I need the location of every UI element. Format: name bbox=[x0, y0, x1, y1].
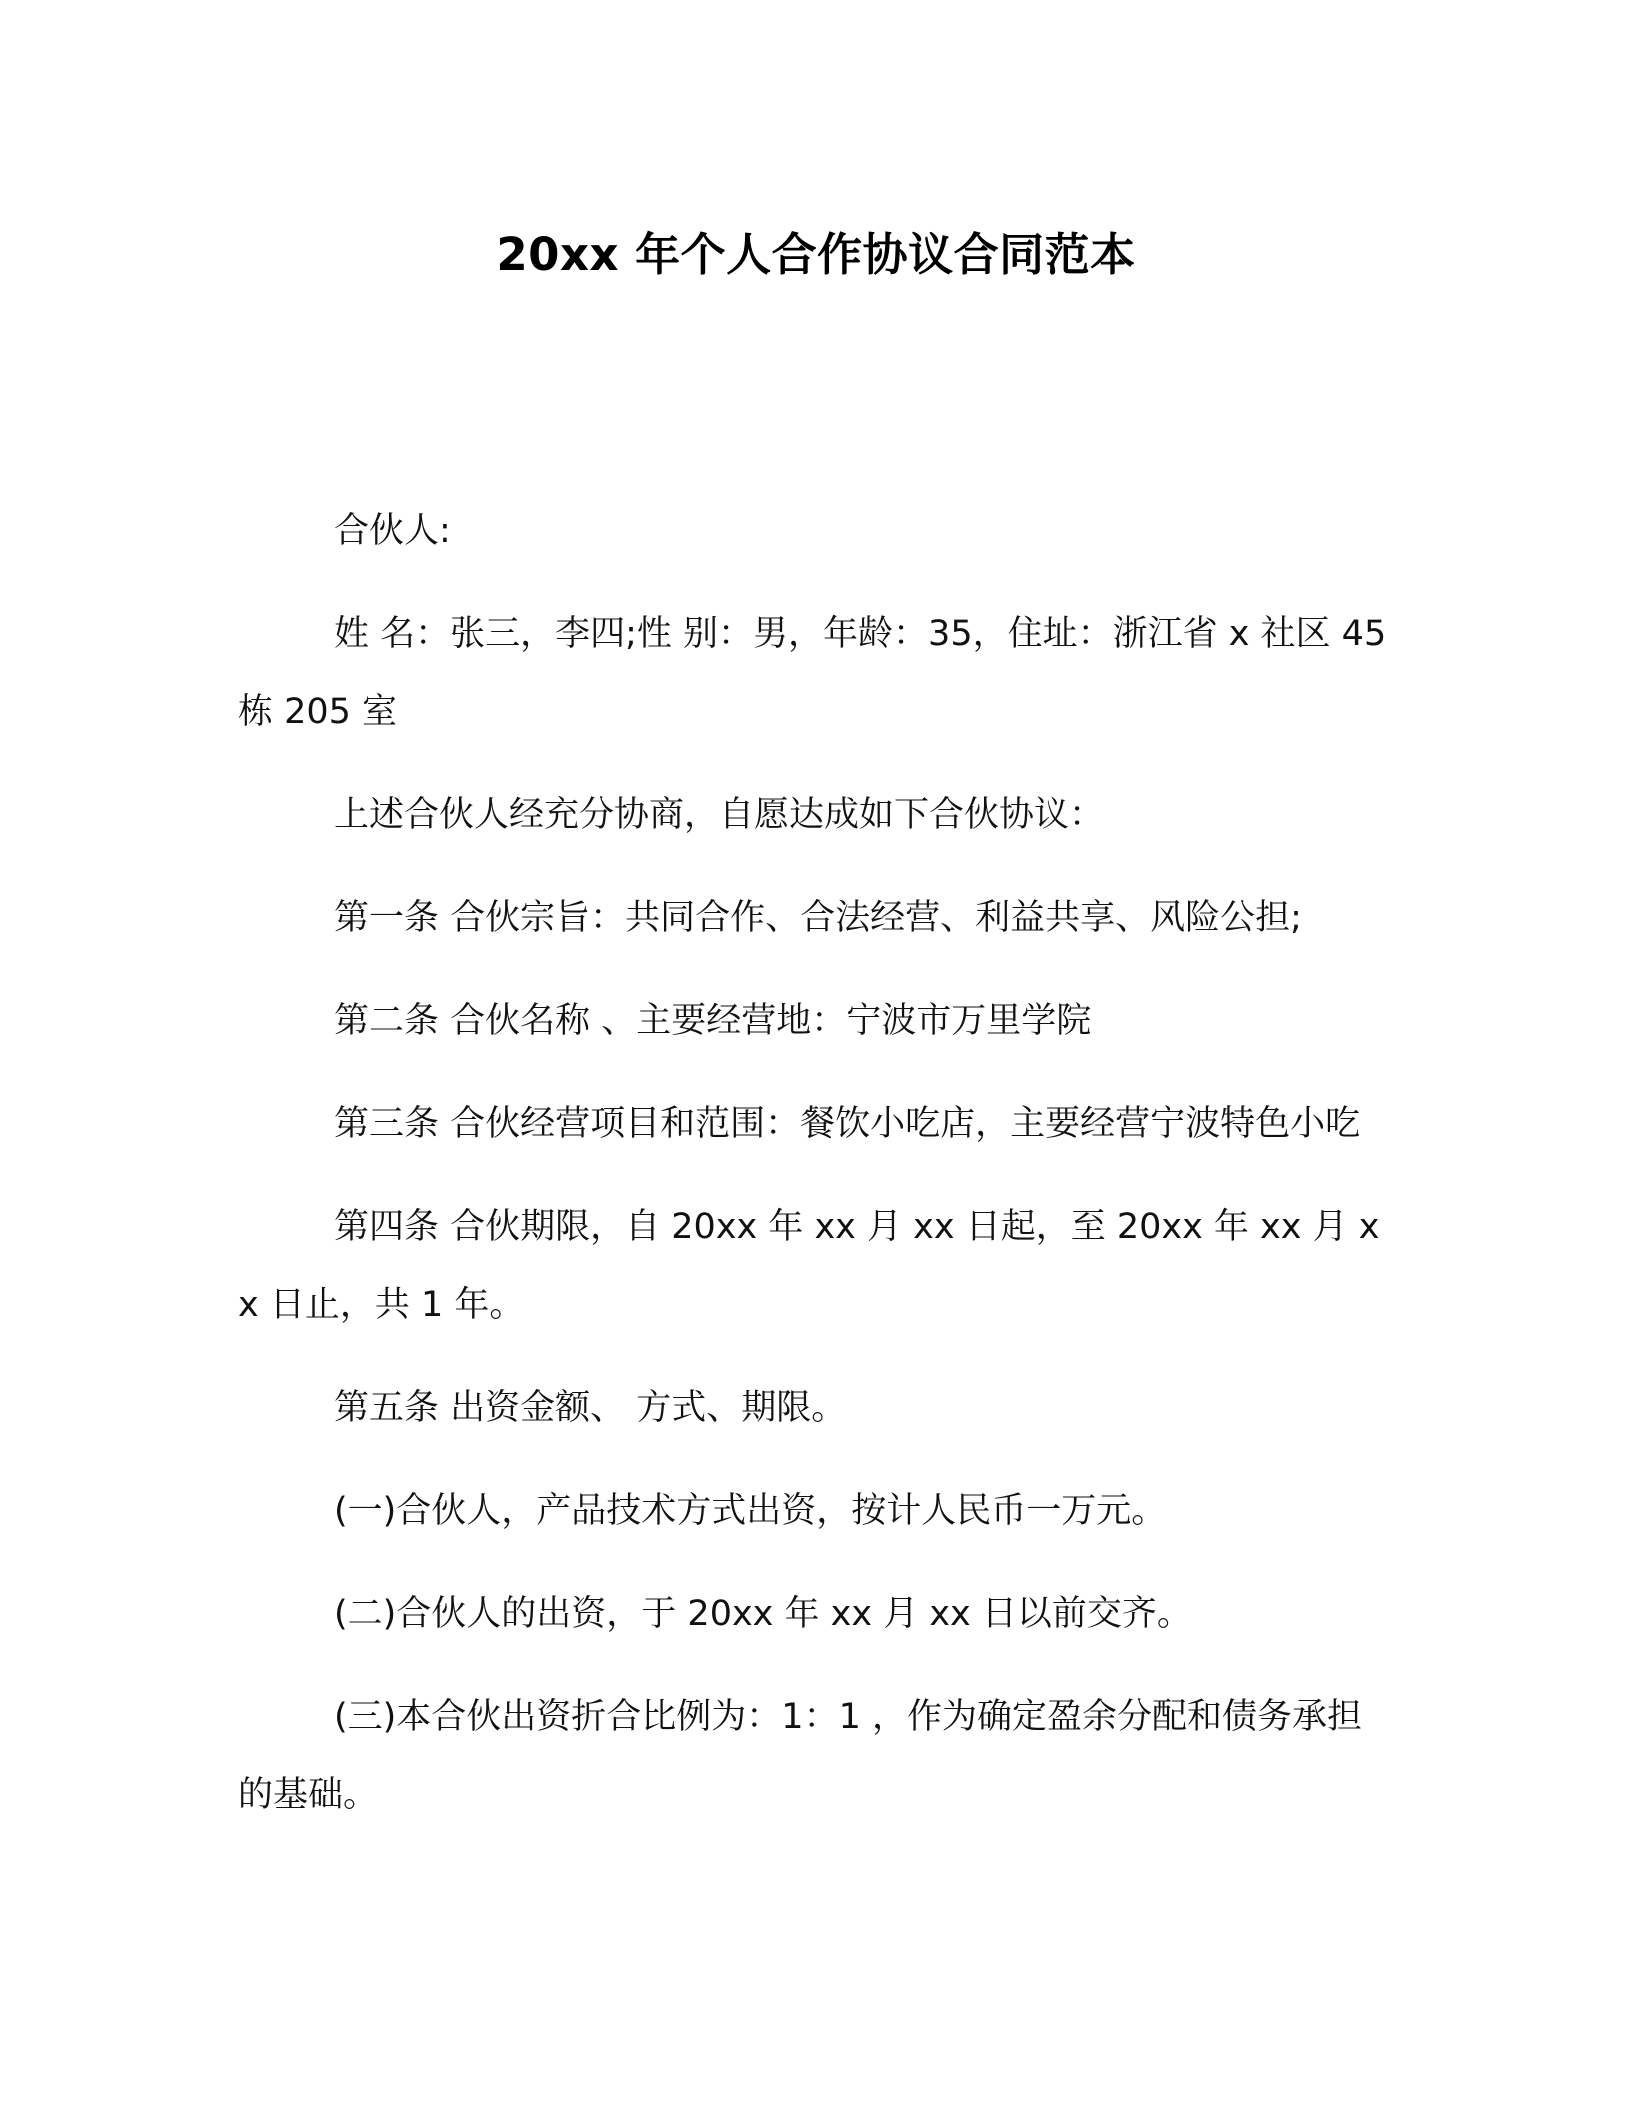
document-title: 20xx 年个人合作协议合同范本 bbox=[496, 228, 1136, 281]
paragraph-item-3: (三)本合伙出资折合比例为：1：1 ，作为确定盈余分配和债务承担的基础。 bbox=[238, 1697, 1362, 1815]
paragraph-article-1: 第一条 合伙宗旨：共同合作、合法经营、利益共享、风险公担; bbox=[334, 898, 1302, 938]
paragraph-partner-details: 姓 名：张三，李四;性 别：男，年龄：35，住址：浙江省 x 社区 45 栋 205 室 bbox=[238, 614, 1387, 732]
paragraph-article-2: 第二条 合伙名称 、主要经营地：宁波市万里学院 bbox=[334, 1001, 1092, 1041]
paragraph-item-1: (一)合伙人，产品技术方式出资，按计人民币一万元。 bbox=[334, 1491, 1167, 1531]
paragraph-item-2: (二)合伙人的出资，于 20xx 年 xx 月 xx 日以前交齐。 bbox=[334, 1594, 1192, 1634]
paragraph-article-4: 第四条 合伙期限，自 20xx 年 xx 月 xx 日起，至 20xx 年 xx 月 xx 日止，共 1 年。 bbox=[238, 1207, 1380, 1325]
paragraph-agreement-intro: 上述合伙人经充分协商，自愿达成如下合伙协议： bbox=[334, 795, 1105, 835]
paragraph-article-5: 第五条 出资金额、 方式、期限。 bbox=[334, 1388, 847, 1428]
paragraph-article-3: 第三条 合伙经营项目和范围：餐饮小吃店，主要经营宁波特色小吃 bbox=[334, 1104, 1361, 1144]
paragraph-partners-heading: 合伙人: bbox=[334, 511, 451, 551]
document-body bbox=[238, 492, 1390, 1859]
